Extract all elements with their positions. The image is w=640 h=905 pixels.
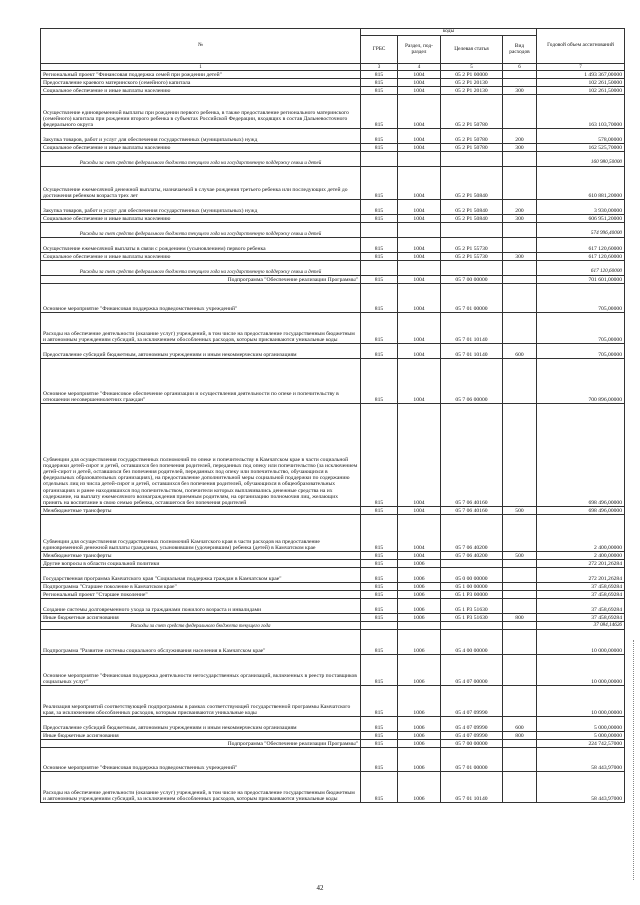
item-grbs: 815	[361, 167, 398, 200]
item-target-article: 05 1 00 00000	[441, 583, 503, 591]
item-name: Расходы за счет средств федерального бюджета текущего года на государственную поддержку семьи и детей	[41, 261, 361, 276]
table-row	[41, 144, 625, 152]
item-razdel: 1004	[398, 359, 441, 404]
item-grbs: 815	[361, 717, 398, 732]
index-cell: 3	[361, 64, 398, 71]
item-expense-type	[503, 622, 537, 630]
item-expense-type	[503, 284, 537, 313]
item-sum: 58 443,97000	[537, 772, 625, 803]
table-row	[41, 507, 625, 515]
item-target-article	[441, 622, 503, 630]
item-sum: 698 496,00000	[537, 507, 625, 515]
item-sum: 102 261,50000	[537, 87, 625, 95]
item-grbs: 815	[361, 215, 398, 223]
item-sum: 37 458,69284	[537, 583, 625, 591]
item-razdel: 1004	[398, 552, 441, 560]
item-sum: 10 000,00000	[537, 655, 625, 686]
item-sum: 1 493 367,00000	[537, 71, 625, 79]
header-number: №	[41, 29, 361, 64]
item-name: Основное мероприятие "Финансовое обеспечение организации и осуществления деятельности по опеке и попечительству в отношении несовершеннолетних граждан"	[41, 359, 361, 404]
item-expense-type: 800	[503, 614, 537, 622]
item-expense-type	[503, 568, 537, 583]
table-row	[41, 359, 625, 404]
item-sum: 574 996,40000	[537, 223, 625, 238]
item-name: Осуществление единовременной выплаты при рождении первого ребенка, в также предоставление регионального материнского (семейного) капитала при рождении второго ребенка в субъектах Российской Федерации, входящих в состав Дальневосточного федерального округа	[41, 95, 361, 129]
item-grbs: 815	[361, 71, 398, 79]
item-expense-type	[503, 740, 537, 748]
item-sum: 163 103,70000	[537, 95, 625, 129]
item-grbs	[361, 261, 398, 276]
item-razdel: 1006	[398, 630, 441, 655]
item-expense-type: 500	[503, 552, 537, 560]
item-sum: 2 400,00000	[537, 552, 625, 560]
table-row	[41, 748, 625, 772]
item-target-article: 05 4 07 09990	[441, 686, 503, 717]
item-name: Основное мероприятие "Финансовая поддержка подведомственных учреждений"	[41, 748, 361, 772]
item-target-article	[441, 560, 503, 568]
item-razdel: 1006	[398, 740, 441, 748]
item-target-article: 05 4 07 09990	[441, 732, 503, 740]
index-cell: 6	[503, 64, 537, 71]
header-expense-type: Вид расходов	[503, 36, 537, 64]
item-target-article: 05 7 00 00000	[441, 740, 503, 748]
item-razdel	[398, 152, 441, 167]
table-row	[41, 284, 625, 313]
item-target-article: 05 1 P3 51630	[441, 614, 503, 622]
item-expense-type	[503, 748, 537, 772]
item-razdel: 1004	[398, 507, 441, 515]
table-row	[41, 223, 625, 238]
item-sum: 162 525,70000	[537, 144, 625, 152]
item-name: Расходы на обеспечение деятельности (оказание услуг) учреждений, в том числе на предоставление государственным бюджетным и автономным учреждениям субсидий, за исключением обособленных расходов, которым присваиваются уникальные коды	[41, 772, 361, 803]
item-razdel: 1006	[398, 686, 441, 717]
item-target-article: 05 7 01 10140	[441, 344, 503, 359]
item-sum: 610 881,20000	[537, 167, 625, 200]
item-name: Расходы за счет средств федерального бюджета текущего года на государственную поддержку семьи и детей	[41, 223, 361, 238]
item-name: Субвенции для осуществления государственных полномочий по опеке и попечительству в Камчатском крае в части социальной поддержки детей-сирот и детей, оставшихся без попечения родителей, переданных под опеку или попечительство (за исключением детей-сирот и детей, оставшихся без попечения родителей, переданных под опеку или попечительство, обучающихся в федеральных образовательных организациях), на предоставление дополнительной меры социальной поддержки по содержанию отдельных лиц из числа детей-сирот и детей, оставшихся без попечения родителей, обучающихся в общеобразовательных организациях и ранее находившихся под попечительством, попечители которых выплачивались денежные средства на их содержание, на выплату ежемесячного вознаграждения приемным родителям, на организацию полномочия лиц, желающих принять на воспитание в свою семью ребенка, оставшегося без попечения родителей	[41, 404, 361, 507]
item-expense-type	[503, 95, 537, 129]
table-row	[41, 568, 625, 583]
item-grbs: 815	[361, 313, 398, 344]
item-name: Осуществление ежемесячной выплаты в связи с рождением (усыновлением) первого ребенка	[41, 238, 361, 253]
item-target-article	[441, 261, 503, 276]
table-row	[41, 200, 625, 215]
item-grbs: 815	[361, 359, 398, 404]
item-razdel: 1006	[398, 599, 441, 614]
header-row-top	[41, 29, 625, 36]
item-expense-type	[503, 79, 537, 87]
item-target-article: 05 4 07 09990	[441, 717, 503, 732]
item-razdel: 1004	[398, 238, 441, 253]
item-razdel: 1004	[398, 284, 441, 313]
item-sum: 10 000,00000	[537, 630, 625, 655]
item-sum: 3 930,00000	[537, 200, 625, 215]
item-sum: 617 120,60000	[537, 238, 625, 253]
item-name: Иные бюджетные ассигнования	[41, 732, 361, 740]
item-expense-type	[503, 238, 537, 253]
item-expense-type: 300	[503, 253, 537, 261]
item-name: Основное мероприятие "Финансовая поддержка деятельности негосударственных организаций, включенных в реестр поставщиков социальных услуг"	[41, 655, 361, 686]
table-row	[41, 404, 625, 507]
item-name: Социальное обеспечение и иные выплаты населению	[41, 144, 361, 152]
item-expense-type: 200	[503, 200, 537, 215]
item-name: Создание системы долговременного ухода за гражданами пожилого возраста и инвалидами	[41, 599, 361, 614]
item-razdel: 1004	[398, 515, 441, 552]
item-sum: 705,00000	[537, 344, 625, 359]
table-row	[41, 717, 625, 732]
item-target-article: 05 2 P1 50840	[441, 200, 503, 215]
item-grbs: 815	[361, 238, 398, 253]
item-target-article: 05 0 00 00000	[441, 568, 503, 583]
item-target-article: 05 7 06 40200	[441, 552, 503, 560]
item-sum: 272 201,26284	[537, 568, 625, 583]
table-row	[41, 583, 625, 591]
item-expense-type	[503, 630, 537, 655]
item-sum: 37 084,14626	[537, 622, 625, 630]
item-target-article: 05 1 P3 00000	[441, 591, 503, 599]
item-grbs: 815	[361, 614, 398, 622]
item-grbs: 815	[361, 276, 398, 284]
item-target-article: 05 2 P1 00000	[441, 71, 503, 79]
table-row	[41, 276, 625, 284]
item-sum: 5 000,00000	[537, 732, 625, 740]
item-target-article	[441, 223, 503, 238]
item-target-article: 05 2 P1 50840	[441, 167, 503, 200]
item-expense-type	[503, 515, 537, 552]
item-razdel: 1006	[398, 655, 441, 686]
item-grbs	[361, 223, 398, 238]
item-grbs: 815	[361, 732, 398, 740]
item-grbs: 815	[361, 79, 398, 87]
item-name: Реализация мероприятий соответствующей подпрограммы в рамках соответствующей государственной программы Камчатского края, за исключением обособленных расходов, которым присваиваются уникальные коды	[41, 686, 361, 717]
item-sum: 160 980,50000	[537, 152, 625, 167]
table-row	[41, 215, 625, 223]
table-row	[41, 344, 625, 359]
item-expense-type: 600	[503, 717, 537, 732]
table-row	[41, 167, 625, 200]
header-index-row	[41, 64, 625, 71]
item-name: Предоставление субсидий бюджетным, автономным учреждениям и иным некоммерческим организациям	[41, 344, 361, 359]
item-expense-type	[503, 276, 537, 284]
item-name: Другие вопросы в области социальной политики	[41, 560, 361, 568]
table-row	[41, 614, 625, 622]
item-razdel: 1004	[398, 344, 441, 359]
item-sum: 224 742,57000	[537, 740, 625, 748]
item-razdel: 1004	[398, 253, 441, 261]
item-name: Социальное обеспечение и иные выплаты населению	[41, 253, 361, 261]
table-row	[41, 560, 625, 568]
item-razdel: 1006	[398, 568, 441, 583]
item-razdel: 1004	[398, 71, 441, 79]
item-razdel: 1004	[398, 215, 441, 223]
item-target-article: 05 2 P1 55730	[441, 238, 503, 253]
item-name: Субвенции для осуществления государственных полномочий Камчатского края в части расходов на предоставление единовременной денежной выплаты гражданам, усыновившим (удочерившим) ребенка (детей) в Камчатском крае	[41, 515, 361, 552]
item-grbs: 815	[361, 200, 398, 215]
item-grbs: 815	[361, 552, 398, 560]
item-razdel	[398, 622, 441, 630]
item-expense-type: 200	[503, 129, 537, 144]
item-expense-type	[503, 583, 537, 591]
header-grbs: ГРБС	[361, 36, 398, 64]
item-expense-type: 600	[503, 344, 537, 359]
item-expense-type	[503, 772, 537, 803]
table-row	[41, 261, 625, 276]
item-name: Подпрограмма "Обеспечение реализации Программы"	[41, 276, 361, 284]
item-grbs	[361, 152, 398, 167]
budget-sheet	[40, 28, 624, 803]
item-grbs: 815	[361, 344, 398, 359]
item-sum: 705,00000	[537, 313, 625, 344]
item-razdel: 1004	[398, 79, 441, 87]
table-row	[41, 238, 625, 253]
item-expense-type: 300	[503, 144, 537, 152]
item-grbs	[361, 622, 398, 630]
table-row	[41, 630, 625, 655]
item-name: Предоставление краевого материнского (семейного) капитала	[41, 79, 361, 87]
item-sum: 5 000,00000	[537, 717, 625, 732]
item-razdel	[398, 261, 441, 276]
item-grbs: 815	[361, 144, 398, 152]
item-razdel: 1006	[398, 772, 441, 803]
item-sum: 272 201,26284	[537, 560, 625, 568]
item-sum: 58 443,97000	[537, 748, 625, 772]
table-row	[41, 740, 625, 748]
item-expense-type: 500	[503, 507, 537, 515]
index-cell: 7	[537, 64, 625, 71]
item-grbs: 815	[361, 740, 398, 748]
item-sum: 705,00000	[537, 284, 625, 313]
item-razdel: 1006	[398, 717, 441, 732]
item-expense-type: 800	[503, 732, 537, 740]
item-grbs: 815	[361, 630, 398, 655]
item-sum: 698 496,00000	[537, 404, 625, 507]
margin-marks	[631, 640, 634, 880]
item-grbs: 815	[361, 129, 398, 144]
table-row	[41, 79, 625, 87]
item-grbs: 815	[361, 507, 398, 515]
item-target-article: 05 7 06 40160	[441, 507, 503, 515]
item-name: Осуществление ежемесячной денежной выплаты, назначаемой в случае рождения третьего ребенка или последующих детей до достижения ребенком возраста трех лет	[41, 167, 361, 200]
table-row	[41, 71, 625, 79]
item-target-article: 05 2 P1 50780	[441, 129, 503, 144]
item-expense-type	[503, 167, 537, 200]
item-razdel	[398, 223, 441, 238]
item-grbs: 815	[361, 686, 398, 717]
page-number: 42	[316, 884, 324, 892]
item-expense-type	[503, 655, 537, 686]
item-grbs: 815	[361, 655, 398, 686]
item-expense-type	[503, 560, 537, 568]
item-name: Межбюджетные трансферты	[41, 552, 361, 560]
budget-rows	[41, 71, 625, 803]
item-razdel: 1004	[398, 87, 441, 95]
item-target-article: 05 2 P1 50840	[441, 215, 503, 223]
table-row	[41, 152, 625, 167]
item-target-article: 05 7 01 00000	[441, 748, 503, 772]
table-row	[41, 552, 625, 560]
item-expense-type	[503, 71, 537, 79]
item-sum: 578,00000	[537, 129, 625, 144]
item-target-article: 05 2 P1 55730	[441, 253, 503, 261]
item-razdel: 1006	[398, 560, 441, 568]
item-razdel: 1004	[398, 276, 441, 284]
item-name: Закупка товаров, работ и услуг для обеспечения государственных (муниципальных) нужд	[41, 200, 361, 215]
item-target-article: 05 7 00 00000	[441, 276, 503, 284]
item-grbs: 815	[361, 772, 398, 803]
item-expense-type	[503, 686, 537, 717]
table-row	[41, 87, 625, 95]
item-target-article: 05 7 06 40160	[441, 404, 503, 507]
item-name: Закупка товаров, работ и услуг для обеспечения государственных (муниципальных) нужд	[41, 129, 361, 144]
item-target-article: 05 7 06 00000	[441, 359, 503, 404]
item-name: Региональный проект "Старшее поколение"	[41, 591, 361, 599]
item-razdel: 1004	[398, 144, 441, 152]
item-razdel: 1004	[398, 404, 441, 507]
item-expense-type	[503, 359, 537, 404]
item-sum: 2 400,00000	[537, 515, 625, 552]
item-target-article: 05 7 01 00000	[441, 284, 503, 313]
item-expense-type	[503, 223, 537, 238]
table-row	[41, 732, 625, 740]
header-razdel: Раздел, под-раздел	[398, 36, 441, 64]
table-row	[41, 686, 625, 717]
item-sum: 701 601,00000	[537, 276, 625, 284]
item-grbs: 815	[361, 583, 398, 591]
item-name: Расходы на обеспечение деятельности (оказание услуг) учреждений, в том числе на предоставление государственным бюджетным и автономным учреждениям субсидий, за исключением обособленных расходов, которым присваиваются уникальные коды	[41, 313, 361, 344]
item-name: Межбюджетные трансферты	[41, 507, 361, 515]
item-razdel: 1004	[398, 129, 441, 144]
item-target-article: 05 7 01 10140	[441, 772, 503, 803]
table-row	[41, 95, 625, 129]
item-grbs: 815	[361, 591, 398, 599]
item-expense-type	[503, 404, 537, 507]
item-name: Социальное обеспечение и иные выплаты населению	[41, 87, 361, 95]
item-sum: 617 120,60000	[537, 261, 625, 276]
item-grbs: 815	[361, 87, 398, 95]
item-sum: 606 951,20000	[537, 215, 625, 223]
item-name: Региональный проект "Финансовая поддержка семей при рождении детей"	[41, 71, 361, 79]
item-sum: 37 458,69284	[537, 614, 625, 622]
item-grbs: 815	[361, 515, 398, 552]
table-row	[41, 313, 625, 344]
item-target-article: 05 2 P1 20130	[441, 79, 503, 87]
item-target-article: 05 4 00 00000	[441, 630, 503, 655]
item-razdel: 1006	[398, 614, 441, 622]
item-name: Государственная программа Камчатского края "Социальная поддержка граждан в Камчатском крае"	[41, 568, 361, 583]
table-row	[41, 515, 625, 552]
item-name: Социальное обеспечение и иные выплаты населению	[41, 215, 361, 223]
item-target-article: 05 2 P1 50780	[441, 95, 503, 129]
item-sum: 102 261,50000	[537, 79, 625, 87]
item-expense-type	[503, 591, 537, 599]
item-razdel: 1006	[398, 732, 441, 740]
table-row	[41, 622, 625, 630]
item-target-article: 05 2 P1 20130	[441, 87, 503, 95]
item-grbs: 815	[361, 404, 398, 507]
budget-table	[40, 28, 625, 803]
item-grbs: 815	[361, 748, 398, 772]
item-target-article: 05 4 07 00000	[441, 655, 503, 686]
item-sum: 37 458,69284	[537, 591, 625, 599]
item-name: Подпрограмма "Старшее поколение в Камчатском крае"	[41, 583, 361, 591]
item-name: Иные бюджетные ассигнования	[41, 614, 361, 622]
table-row	[41, 772, 625, 803]
item-expense-type	[503, 261, 537, 276]
item-grbs: 815	[361, 599, 398, 614]
item-expense-type	[503, 313, 537, 344]
item-razdel: 1004	[398, 200, 441, 215]
table-row	[41, 591, 625, 599]
item-sum: 37 458,69284	[537, 599, 625, 614]
item-grbs: 815	[361, 568, 398, 583]
table-row	[41, 599, 625, 614]
item-expense-type	[503, 152, 537, 167]
index-cell: 4	[398, 64, 441, 71]
index-cell: 5	[441, 64, 503, 71]
item-grbs: 815	[361, 95, 398, 129]
item-razdel: 1004	[398, 95, 441, 129]
item-razdel: 1004	[398, 313, 441, 344]
item-sum: 700 896,00000	[537, 359, 625, 404]
item-name: Подпрограмма "Обеспечение реализации Программы"	[41, 740, 361, 748]
item-grbs: 815	[361, 253, 398, 261]
item-sum: 10 000,00000	[537, 686, 625, 717]
item-name: Подпрограмма "Развитие системы социального обслуживания населения в Камчатском крае"	[41, 630, 361, 655]
item-razdel: 1006	[398, 591, 441, 599]
item-expense-type: 300	[503, 87, 537, 95]
item-target-article: 05 1 P3 51630	[441, 599, 503, 614]
table-row	[41, 129, 625, 144]
item-name: Основное мероприятие "Финансовая поддержка подведомственных учреждений"	[41, 284, 361, 313]
item-razdel: 1006	[398, 583, 441, 591]
item-razdel: 1006	[398, 748, 441, 772]
item-target-article	[441, 152, 503, 167]
item-sum: 617 120,60000	[537, 253, 625, 261]
item-name: Расходы за счет средств федерального бюджета текущего года на государственную поддержку семьи и детей	[41, 152, 361, 167]
item-expense-type: 300	[503, 215, 537, 223]
index-cell: 1	[41, 64, 361, 71]
header-codes: коды	[361, 29, 537, 36]
item-name: Расходы за счет средств федерального бюджета текущего года	[41, 622, 361, 630]
item-expense-type	[503, 599, 537, 614]
table-row	[41, 253, 625, 261]
table-row	[41, 655, 625, 686]
item-target-article: 05 7 06 40200	[441, 515, 503, 552]
item-target-article: 05 2 P1 50780	[441, 144, 503, 152]
item-grbs: 815	[361, 284, 398, 313]
header-target-article: Целевая статья	[441, 36, 503, 64]
item-name: Предоставление субсидий бюджетным, автономным учреждениям и иным некоммерческим организациям	[41, 717, 361, 732]
item-razdel: 1004	[398, 167, 441, 200]
item-grbs: 815	[361, 560, 398, 568]
header-sum: Годовой объем ассигнований	[537, 29, 625, 64]
item-target-article: 05 7 01 10140	[441, 313, 503, 344]
